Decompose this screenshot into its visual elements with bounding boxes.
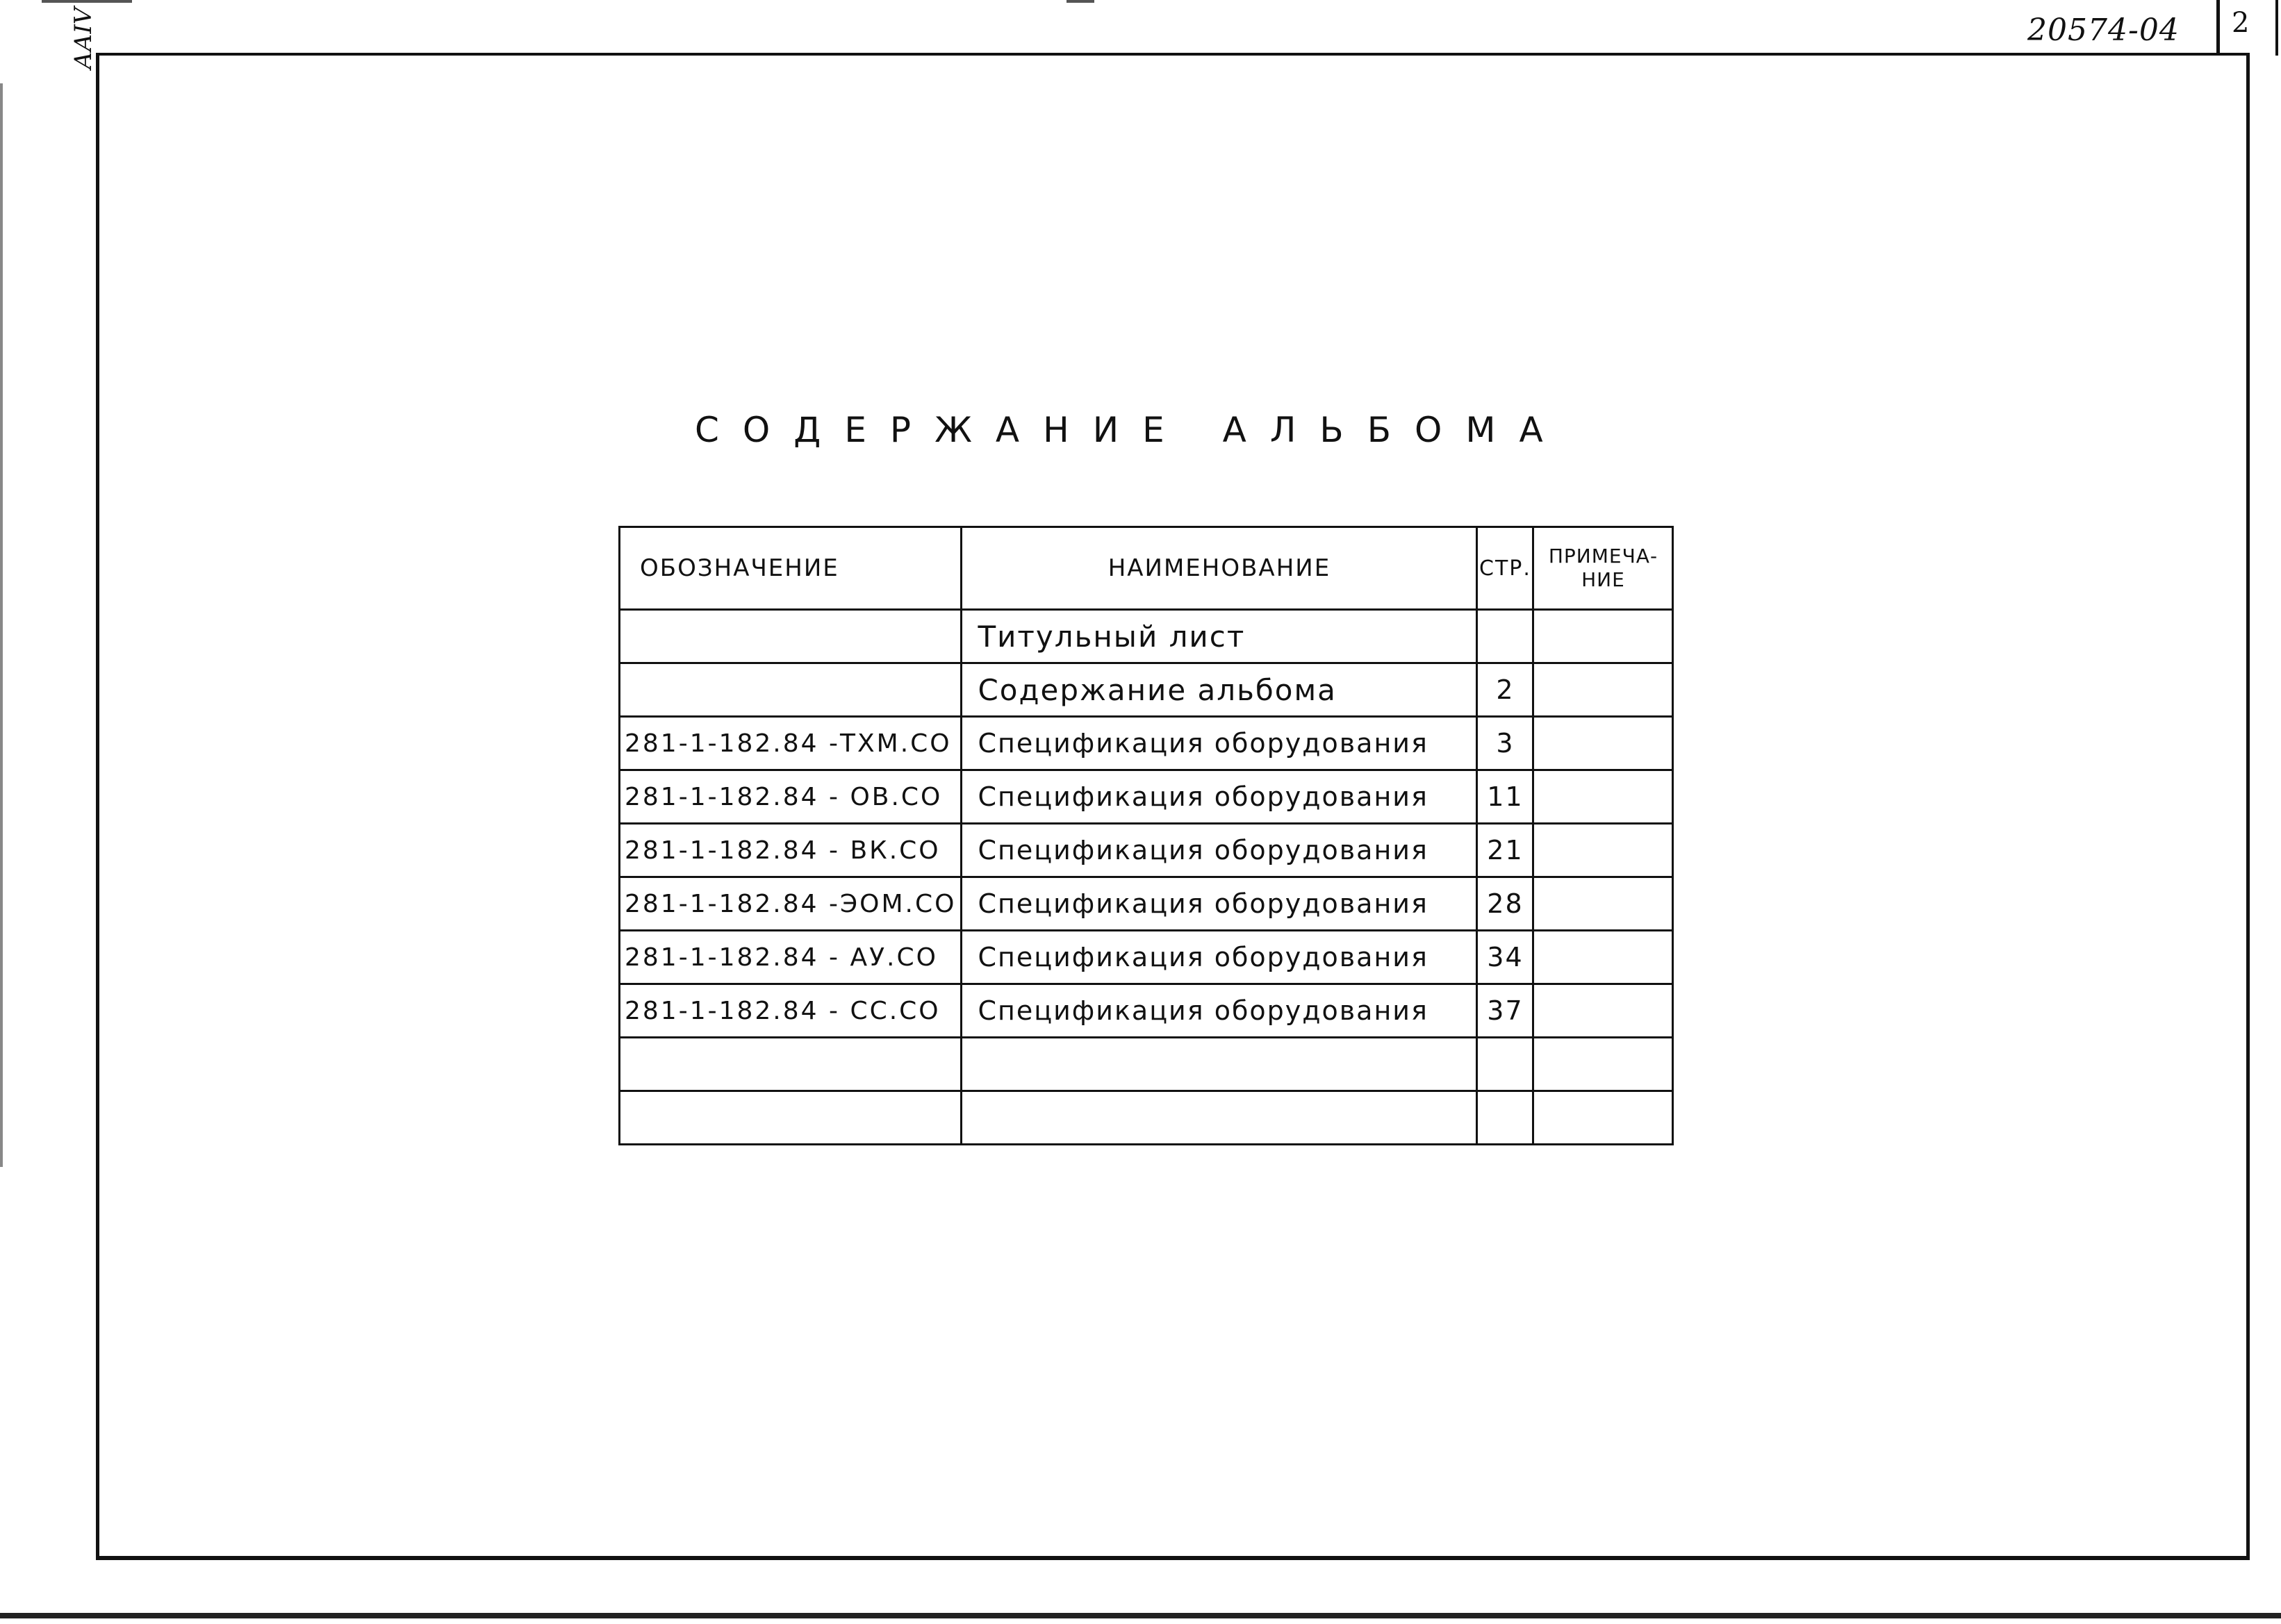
column-header-page: СТР. [1477,527,1533,610]
row-name: Спецификация оборудования [962,717,1477,770]
document-code: 20574-04 [2027,13,2180,48]
frame-top-line [96,53,2250,56]
row-designation: 281-1-182.84 -ТХМ.СО [620,717,962,770]
scan-bottom-edge [0,1613,2281,1618]
column-header-name: НАИМЕНОВАНИЕ [962,527,1477,610]
row-note [1533,877,1673,931]
page-title: СОДЕРЖАНИЕ АЛЬБОМА [695,410,1567,450]
row-name: Содержание альбома [962,663,1477,717]
row-page: 37 [1477,984,1533,1038]
row-note [1533,824,1673,877]
row-designation: 281-1-182.84 - ОВ.СО [620,770,962,824]
row-name [962,1091,1477,1145]
row-note [1533,663,1673,717]
table-row [620,824,1673,877]
row-note [1533,1038,1673,1091]
row-page [1477,610,1533,663]
row-name: Титульный лист [962,610,1477,663]
row-note [1533,610,1673,663]
row-note [1533,770,1673,824]
row-name: Спецификация оборудования [962,770,1477,824]
table-row [620,610,1673,663]
row-page: 2 [1477,663,1533,717]
table-row [620,663,1673,717]
row-name: Спецификация оборудования [962,824,1477,877]
row-designation [620,1091,962,1145]
table-header-row [620,527,1673,610]
sheet-number-box-left [2216,0,2220,56]
row-note [1533,984,1673,1038]
row-page: 11 [1477,770,1533,824]
table-row [620,984,1673,1038]
row-designation: 281-1-182.84 - АУ.СО [620,931,962,984]
row-designation [620,663,962,717]
row-page: 28 [1477,877,1533,931]
frame-bottom-line [96,1556,2250,1560]
row-note [1533,1091,1673,1145]
row-page [1477,1038,1533,1091]
row-name: Спецификация оборудования [962,984,1477,1038]
table-row [620,1038,1673,1091]
row-page [1477,1091,1533,1145]
row-page: 3 [1477,717,1533,770]
scan-edge [0,83,3,1167]
frame-right-line [2246,53,2250,1559]
column-header-designation: ОБОЗНАЧЕНИЕ [620,527,962,610]
table-row [620,877,1673,931]
table-row [620,717,1673,770]
row-name: Спецификация оборудования [962,877,1477,931]
row-designation: 281-1-182.84 -ЭОМ.СО [620,877,962,931]
row-name [962,1038,1477,1091]
row-designation: 281-1-182.84 - ВК.СО [620,824,962,877]
sheet-number: 2 [2232,7,2250,39]
column-header-note: ПРИМЕЧА-НИЕ [1533,527,1673,610]
table-row [620,770,1673,824]
row-designation [620,610,962,663]
table-row [620,931,1673,984]
row-designation [620,1038,962,1091]
row-page: 21 [1477,824,1533,877]
scan-mark [1067,0,1094,3]
side-archive-code: ААIV [69,7,97,69]
row-note [1533,717,1673,770]
row-note [1533,931,1673,984]
row-page: 34 [1477,931,1533,984]
table-row [620,1091,1673,1145]
row-designation: 281-1-182.84 - СС.СО [620,984,962,1038]
scan-mark [42,0,132,3]
row-name: Спецификация оборудования [962,931,1477,984]
contents-table [618,526,1674,1145]
frame-left-line [96,53,99,1559]
sheet-number-box-right [2275,0,2278,56]
